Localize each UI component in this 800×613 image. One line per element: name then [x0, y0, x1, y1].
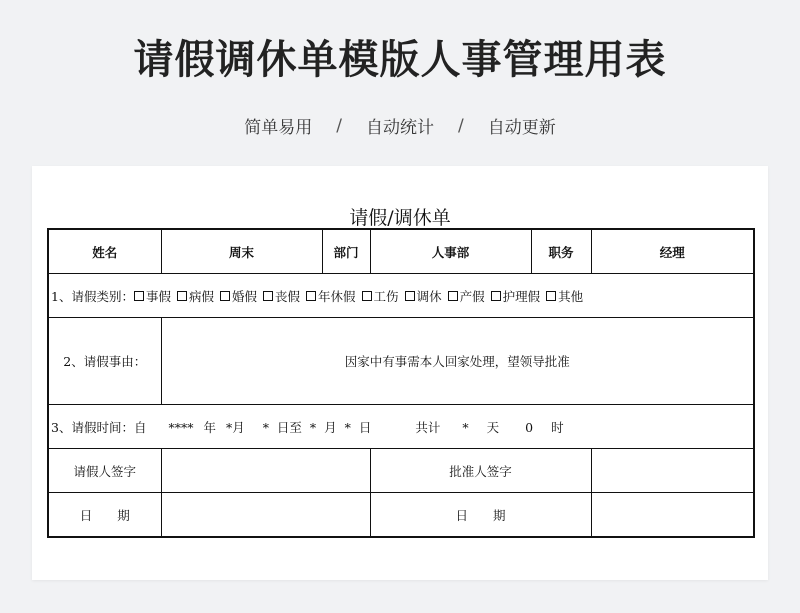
leave-type-option[interactable] [177, 287, 214, 305]
leave-type-option-label: 年休假 [318, 288, 356, 304]
time-to-month-unit: 月 [324, 419, 337, 435]
time-year-unit: 年 [203, 419, 216, 435]
name-value[interactable]: 周末 [161, 229, 322, 274]
leave-type-row [48, 274, 754, 318]
applicant-date-label: 日 期 [48, 493, 161, 538]
signature-row [48, 449, 754, 493]
checkbox-icon[interactable] [177, 291, 187, 301]
leave-type-option[interactable] [448, 287, 485, 305]
time-to-day[interactable]: * [344, 419, 351, 435]
leave-type-option-label: 事假 [145, 288, 171, 304]
checkbox-icon[interactable] [263, 291, 273, 301]
form-sheet [32, 166, 768, 580]
leave-type-option-label: 产假 [459, 288, 485, 304]
leave-type-option-label: 其他 [558, 288, 584, 304]
subtitle-separator: / [458, 115, 464, 136]
leave-type-option[interactable] [546, 287, 583, 305]
leave-type-options [134, 289, 589, 304]
leave-type-cell [48, 274, 754, 318]
checkbox-icon[interactable] [362, 291, 372, 301]
time-month-unit: 月 [232, 419, 245, 435]
subtitle-item-auto-stats: 自动统计 [366, 118, 434, 138]
leave-type-option-label: 护理假 [502, 288, 541, 304]
leave-type-label: 1、请假类别： [51, 288, 134, 304]
time-to-day-unit: 日 [358, 419, 372, 435]
leave-type-option-label: 工伤 [373, 288, 399, 304]
checkbox-icon[interactable] [448, 291, 458, 301]
subtitle-item-auto-update: 自动更新 [487, 118, 556, 138]
leave-type-option-label: 丧假 [275, 288, 301, 304]
time-day[interactable]: * [262, 419, 269, 435]
total-days-unit: 天 [486, 419, 500, 435]
total-days[interactable]: * [462, 419, 469, 435]
position-value[interactable]: 经理 [591, 229, 754, 274]
leave-type-option[interactable] [362, 287, 399, 305]
leave-type-option-label: 病假 [188, 288, 214, 304]
time-row [48, 405, 754, 449]
reason-row [48, 318, 754, 405]
leave-type-option[interactable] [263, 287, 300, 305]
page-title: 请假调休单模版人事管理用表 [133, 37, 667, 83]
page-subtitle [0, 113, 800, 138]
total-hours-unit: 时 [551, 419, 564, 435]
subtitle-item-easy: 简单易用 [244, 118, 313, 138]
subtitle-separator: / [336, 115, 342, 136]
applicant-sign-value[interactable] [161, 449, 370, 493]
leave-time-cell [48, 405, 754, 449]
form-title: 请假/调休单 [349, 207, 451, 229]
time-to-month[interactable]: * [309, 419, 317, 435]
total-label: 共计 [415, 419, 441, 435]
time-label: 3、请假时间：自 [51, 419, 147, 435]
time-day-unit: 日至 [276, 419, 302, 435]
checkbox-icon[interactable] [134, 291, 144, 301]
checkbox-icon[interactable] [405, 291, 415, 301]
leave-type-option[interactable] [220, 287, 257, 305]
leave-type-option-label: 婚假 [232, 288, 258, 304]
approver-date-value[interactable] [591, 493, 754, 538]
applicant-sign-label: 请假人签字 [48, 449, 161, 493]
total-hours[interactable]: 0 [525, 419, 534, 435]
header-row [48, 229, 754, 274]
approver-date-label: 日 期 [370, 493, 591, 538]
reason-value[interactable]: 因家中有事需本人回家处理，望领导批准 [161, 318, 754, 405]
approver-sign-value[interactable] [591, 449, 754, 493]
date-row [48, 493, 754, 538]
position-label: 职务 [531, 229, 591, 274]
approver-sign-label: 批准人签字 [370, 449, 591, 493]
time-year[interactable]: **** [168, 419, 194, 435]
dept-label: 部门 [322, 229, 370, 274]
checkbox-icon[interactable] [546, 291, 556, 301]
leave-type-option[interactable] [491, 287, 541, 305]
leave-type-option[interactable] [306, 287, 356, 305]
name-label: 姓名 [48, 229, 161, 274]
leave-type-option[interactable] [134, 287, 171, 305]
leave-type-option-label: 调休 [416, 288, 442, 304]
dept-value[interactable]: 人事部 [370, 229, 531, 274]
leave-form-table [47, 228, 755, 538]
leave-type-option[interactable] [405, 287, 442, 305]
reason-label: 2、请假事由： [48, 318, 161, 405]
applicant-date-value[interactable] [161, 493, 370, 538]
checkbox-icon[interactable] [220, 291, 230, 301]
time-month[interactable]: * [225, 419, 233, 435]
checkbox-icon[interactable] [306, 291, 316, 301]
checkbox-icon[interactable] [491, 291, 501, 301]
